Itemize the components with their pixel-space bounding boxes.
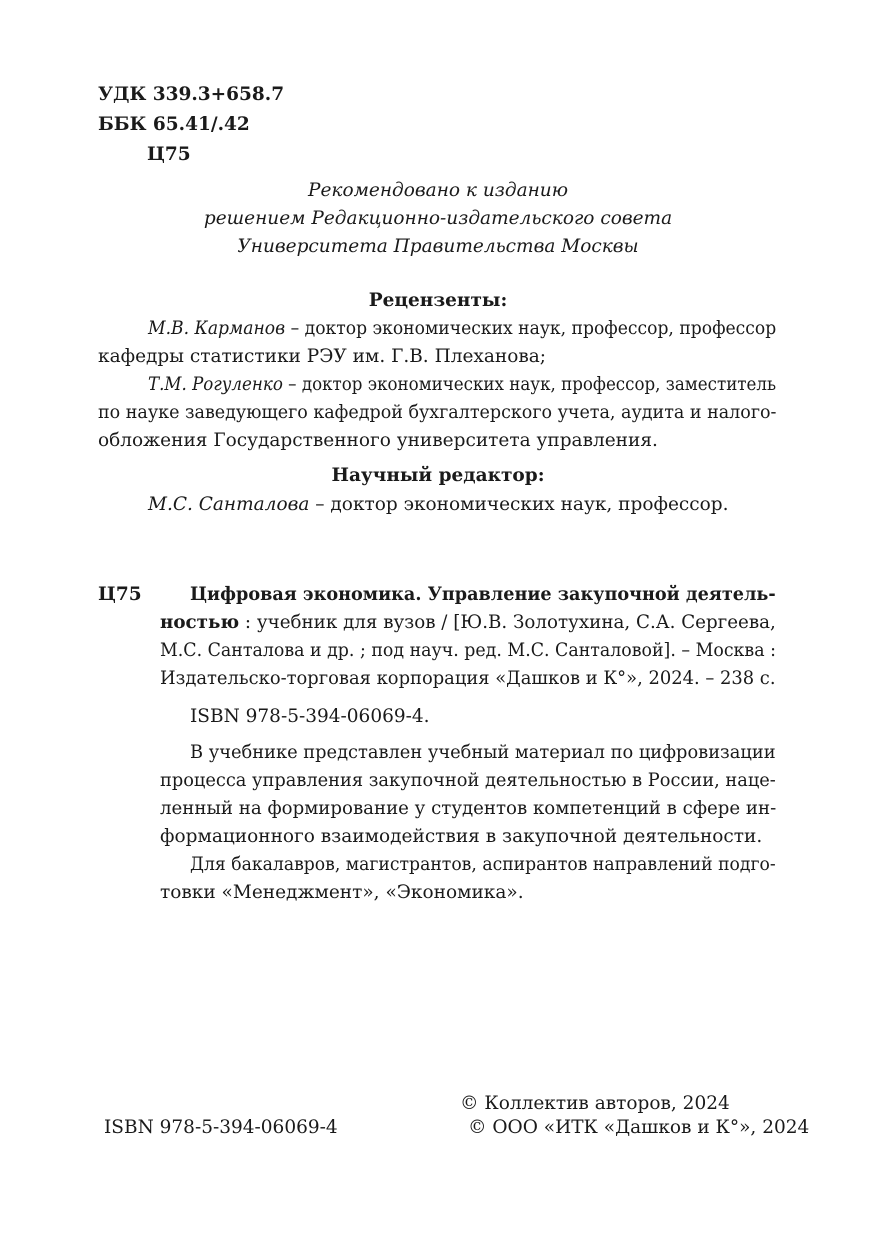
reviewer-2-name: Т.М. Рогуленко xyxy=(148,374,283,395)
catalog-title-line-1: Цифровая экономика. Управление закупочной деятель- xyxy=(190,584,776,605)
editor-line xyxy=(148,494,729,515)
bbk-code: ББК 65.41/.42 xyxy=(98,114,250,135)
catalog-line-2-rest: : учебник для вузов / [Ю.В. Золотухина, С.А. Сергеева, xyxy=(239,612,776,633)
abstract-line-1: В учебнике представлен учебный материал по цифровизации xyxy=(190,742,776,763)
catalog-line-4: Издательско-торговая корпорация «Дашков и К°», 2024. – 238 с. xyxy=(160,668,776,689)
catalog-title-end: ностью xyxy=(160,612,240,633)
abstract-line-2: процесса управления закупочной деятельностью в России, наце- xyxy=(160,770,776,791)
reviewer-2-line-1 xyxy=(148,374,777,395)
reviewer-2-line-3: обложения Государственного университета управления. xyxy=(98,430,658,451)
reviewer-1-desc: – доктор экономических наук, профессор, профессор xyxy=(285,318,777,339)
audience-line-1: Для бакалавров, магистрантов, аспирантов направлений подго- xyxy=(190,854,776,875)
reviewer-2-line-2: по науке заведующего кафедрой бухгалтерского учета, аудита и налого- xyxy=(98,402,777,423)
reviewers-heading: Рецензенты: xyxy=(368,290,508,311)
recommendation-line-3: Университета Правительства Москвы xyxy=(237,236,639,257)
reviewer-1-line-1 xyxy=(148,318,777,339)
catalog-isbn: ISBN 978-5-394-06069-4. xyxy=(190,706,430,727)
recommendation-line-2: решением Редакционно-издательского совета xyxy=(203,208,673,229)
footer-isbn: ISBN 978-5-394-06069-4 xyxy=(104,1117,338,1138)
catalog-line-3: М.С. Санталова и др. ; под науч. ред. М.С. Санталовой]. – Москва : xyxy=(160,640,776,661)
audience-line-2: товки «Менеджмент», «Экономика». xyxy=(160,882,524,903)
copyright-publisher: © ООО «ИТК «Дашков и К°», 2024 xyxy=(468,1117,810,1138)
reviewer-1-name: М.В. Карманов xyxy=(148,318,286,339)
editor-name: М.С. Санталова xyxy=(148,494,310,515)
reviewer-2-desc: – доктор экономических наук, профессор, заместитель xyxy=(282,374,777,395)
editor-desc: – доктор экономических наук, профессор. xyxy=(309,494,729,515)
abstract-line-4: формационного взаимодействия в закупочной деятельности. xyxy=(160,826,763,847)
catalog-line-2 xyxy=(160,612,776,633)
abstract-line-3: ленный на формирование у студентов компетенций в сфере ин- xyxy=(160,798,777,819)
copyright-authors: © Коллектив авторов, 2024 xyxy=(460,1093,730,1114)
editor-heading: Научный редактор: xyxy=(331,465,545,486)
catalog-mark: Ц75 xyxy=(98,584,142,605)
udk-code: УДК 339.3+658.7 xyxy=(98,84,285,105)
author-mark: Ц75 xyxy=(147,144,191,165)
reviewer-1-line-2: кафедры статистики РЭУ им. Г.В. Плеханова; xyxy=(98,346,547,367)
recommendation-line-1: Рекомендовано к изданию xyxy=(308,180,568,201)
